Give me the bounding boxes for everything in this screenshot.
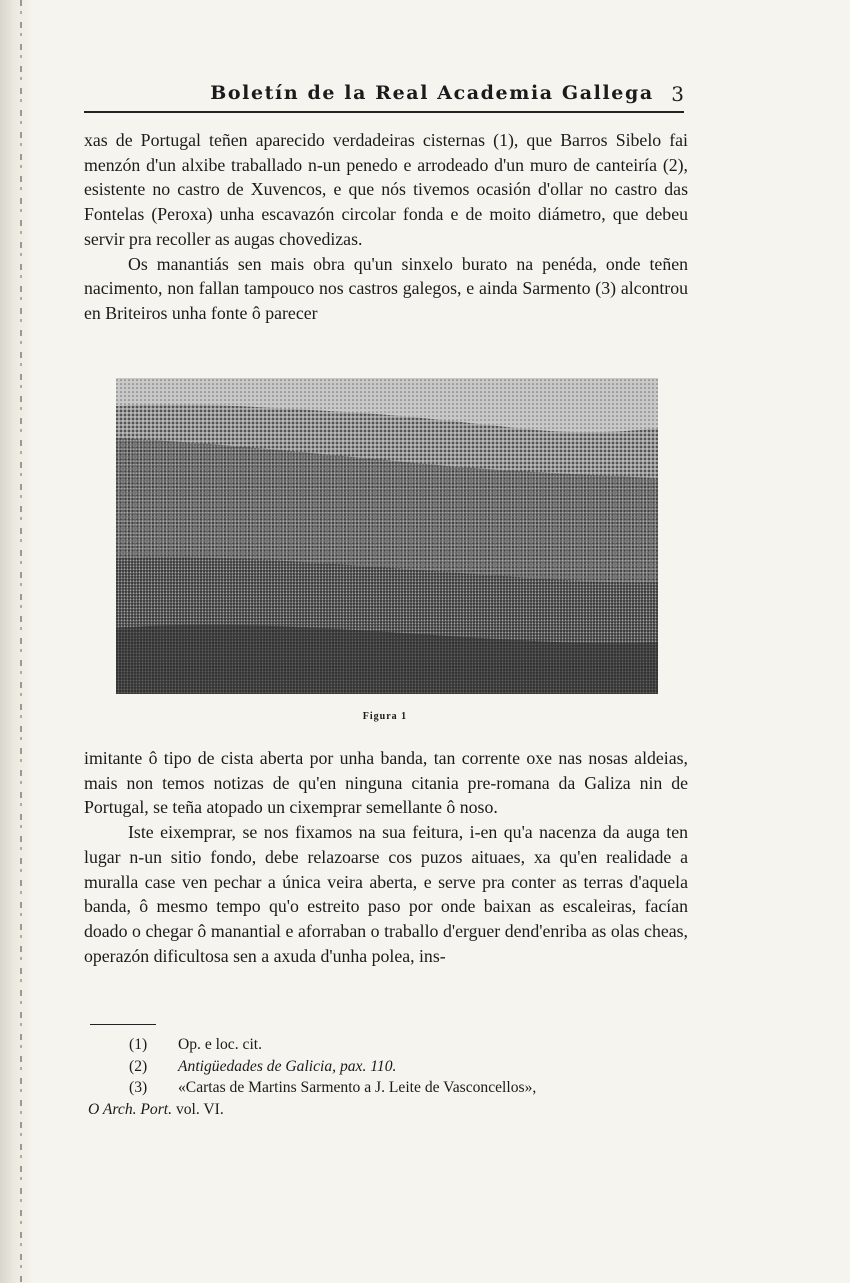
journal-title: Boletín de la Real Academia Gallega <box>210 82 654 104</box>
binding-stitch-marks <box>20 0 22 1283</box>
footnote-text: Op. e loc. cit. <box>178 1036 263 1053</box>
footnote-1 <box>88 1034 696 1056</box>
landscape-photo-icon <box>116 378 658 694</box>
paragraph: xas de Portugal teñen aparecido verdadeiras cisternas (1), que Barros Sibelo fai menzón d'un alxibe traballado n-un penedo e arrodeado d'un muro de canteiría (2), esistente no castro de Xuvencos, e que nós tivemos ocasión d'ollar no castro das Fontelas (Peroxa) unha escavazón circolar fonda e de moito diámetro, que debeu servir pra recoller as augas chovedizas. <box>84 130 688 249</box>
footnote-text: «Cartas de Martins Sarmento a J. Leite de Vasconcellos», <box>178 1079 537 1096</box>
paragraph: imitante ô tipo de cista aberta por unha banda, tan corrente oxe nas nosas aldeias, mais non temos notizas de qu'en ninguna citania pre-romana da Galiza nin de Portugal, se teña atopado un cixemprar semellante ô noso. <box>84 748 688 818</box>
body-text-bottom <box>84 746 688 968</box>
paragraph: Iste eixemprar, se nos fixamos na sua feitura, i-en qu'a nacenza da auga ten lugar n-un sitio fondo, debe relazoarse cos puzos aituaes, xa qu'en realidade a muralla case ven pechar a única veira aberta, e serve pra conter as terras d'aquela banda, ô mesmo tempo qu'o estreito paso por onde baixan as escaleiras, facían doado o chegar ô manantial e aforraban o traballo d'erguer dend'enriba as olas cheas, operazón dificultosa sen a axuda d'unha polea, ins- <box>84 822 688 966</box>
footnote-marker: (1) <box>129 1036 148 1053</box>
figure-1-photograph <box>116 378 658 694</box>
figure-caption: Figura 1 <box>362 711 408 722</box>
running-head <box>84 82 684 112</box>
footnote-3-continuation <box>88 1099 696 1121</box>
footnotes <box>88 1034 696 1120</box>
footnote-marker: (3) <box>129 1079 148 1096</box>
footnote-3 <box>88 1077 696 1099</box>
paragraph: Os manantiás sen mais obra qu'un sinxelo burato na penéda, onde teñen nacimento, non fallan tampouco nos castros galegos, e ainda Sarmento (3) alcontrou en Briteiros unha fonte ô parecer <box>84 253 688 323</box>
footnote-journal-title: O Arch. Port. <box>88 1100 173 1118</box>
footnote-rule <box>90 1024 156 1025</box>
header-rule <box>84 111 684 113</box>
page-number: 3 <box>671 82 684 106</box>
footnote-2 <box>88 1056 696 1078</box>
page-binding-edge <box>0 0 34 1283</box>
footnote-volume: vol. VI. <box>175 1100 224 1118</box>
footnote-text: Antigüedades de Galicia, pax. 110. <box>178 1057 397 1075</box>
body-text-top <box>84 128 688 326</box>
footnote-marker: (2) <box>129 1057 148 1075</box>
